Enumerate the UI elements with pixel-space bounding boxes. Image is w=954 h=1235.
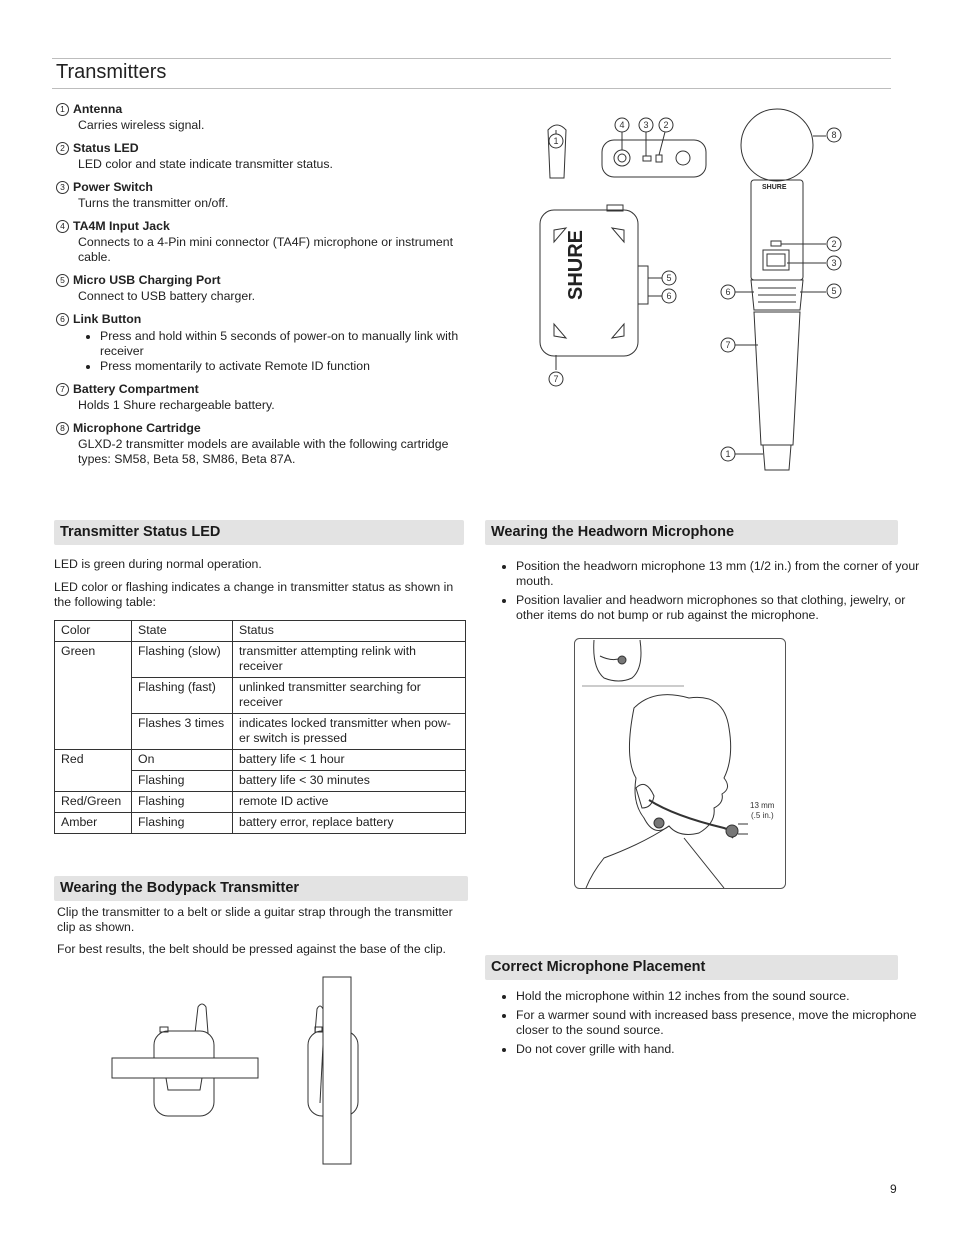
list-item: • For a warmer sound with increased bass presence, move the microphone closer to the sound source. [516, 1008, 928, 1038]
placement-bullets [486, 989, 928, 1061]
list-item: • Position lavalier and headworn microphones so that clothing, jewelry, or other items do not bump or rub against the microphone. [516, 593, 928, 623]
callout-number: 4 [56, 220, 69, 233]
illustration-frame [575, 639, 786, 889]
list-item: • Press and hold within 5 seconds of power-on to manually link with receiver [100, 329, 476, 359]
headworn-heading: Wearing the Headworn Microphone [485, 520, 898, 545]
status-table [54, 620, 466, 834]
callout-8: 8 [831, 130, 837, 140]
cell-status: battery life < 1 hour [233, 750, 466, 771]
callout-5: 5 [666, 273, 672, 283]
mic-grille [741, 109, 813, 181]
dimension-in: (.5 in.) [751, 811, 774, 820]
parts-list [56, 102, 476, 475]
list-item: • Do not cover grille with hand. [516, 1042, 928, 1057]
callout-6: 6 [725, 287, 731, 297]
part-cartridge [56, 421, 476, 467]
header-color: Color [55, 621, 132, 642]
header-state: State [132, 621, 233, 642]
part-battery [56, 382, 476, 413]
list-item: • Hold the microphone within 12 inches from the sound source. [516, 989, 928, 1004]
part-power-switch [56, 180, 476, 211]
callout-4: 4 [619, 120, 625, 130]
bodypack-belt-illustration [110, 975, 380, 1170]
part-usb-port [56, 273, 476, 304]
cell-state: Flashes 3 times [132, 714, 233, 750]
mic-element-icon [618, 656, 626, 664]
transmitter-diagram [530, 100, 860, 480]
cell-status: remote ID active [233, 792, 466, 813]
status-led-p1: LED is green during normal operation. [54, 557, 262, 571]
dimension-mm: 13 mm [750, 801, 775, 810]
part-name: Status LED [73, 141, 139, 155]
part-status-led [56, 141, 476, 172]
part-antenna [56, 102, 476, 133]
part-description: Connect to USB battery charger. [78, 289, 256, 303]
title-rule [52, 88, 891, 89]
page-title: Transmitters [56, 61, 167, 83]
callout-5: 5 [831, 286, 837, 296]
part-name: Battery Compartment [73, 382, 199, 396]
part-name: Micro USB Charging Port [73, 273, 221, 287]
status-led-p2: LED color or flashing indicates a change in transmitter status as shown in the following table: [54, 580, 454, 609]
bodypack-heading: Wearing the Bodypack Transmitter [54, 876, 468, 901]
cell-state: Flashing [132, 771, 233, 792]
callout-number: 2 [56, 142, 69, 155]
cell-state: Flashing [132, 813, 233, 834]
callout-number: 3 [56, 181, 69, 194]
part-description: LED color and state indicate transmitter status. [78, 157, 333, 171]
cell-color: Green [55, 642, 132, 750]
part-name: Microphone Cartridge [73, 421, 201, 435]
table-header-row [55, 621, 466, 642]
callout-7: 7 [553, 374, 559, 384]
part-name: Link Button [73, 312, 142, 326]
callout-6: 6 [666, 291, 672, 301]
list-item: • Position the headworn microphone 13 mm (1/2 in.) from the corner of your mouth. [516, 559, 928, 589]
part-name: Antenna [73, 102, 123, 116]
cell-state: Flashing (fast) [132, 678, 233, 714]
callout-number: 6 [56, 313, 69, 326]
part-name: Power Switch [73, 180, 153, 194]
callout-number: 1 [56, 103, 69, 116]
headworn-mic-icon [726, 825, 738, 837]
top-rule [52, 58, 891, 59]
cell-color: Amber [55, 813, 132, 834]
headworn-bullets [486, 559, 928, 627]
shure-logo-bodypack: SHURE [565, 229, 587, 300]
callout-2: 2 [831, 239, 837, 249]
cell-color: Red [55, 750, 132, 792]
table-row [55, 642, 466, 678]
part-name: TA4M Input Jack [73, 219, 170, 233]
cell-status: battery life < 30 minutes [233, 771, 466, 792]
callout-7: 7 [725, 340, 731, 350]
header-status: Status [233, 621, 466, 642]
mic-body [751, 180, 803, 280]
callout-number: 5 [56, 274, 69, 287]
antenna [195, 1004, 208, 1033]
link-button-bullets [84, 329, 476, 374]
callout-3: 3 [643, 120, 649, 130]
callout-2: 2 [663, 120, 669, 130]
part-ta4m-jack [56, 219, 476, 265]
table-row [55, 792, 466, 813]
guitar-strap [323, 977, 351, 1164]
callout-1: 1 [725, 449, 731, 459]
callout-number: 8 [56, 422, 69, 435]
cell-state: Flashing [132, 792, 233, 813]
belt [112, 1058, 258, 1078]
callout-3: 3 [831, 258, 837, 268]
bodypack-p2: For best results, the belt should be pressed against the base of the clip. [57, 942, 446, 956]
part-description: GLXD-2 transmitter models are available with the following cartridge types: SM58, Beta 58, SM86, Beta 87A. [78, 437, 449, 466]
bodypack-p1: Clip the transmitter to a belt or slide a guitar strap through the transmitter clip as shown. [57, 905, 453, 934]
cell-status: unlinked transmitter searching for receiver [233, 678, 466, 714]
table-row [55, 813, 466, 834]
placement-heading: Correct Microphone Placement [485, 955, 898, 980]
part-link-button [56, 312, 476, 374]
cell-state: Flashing (slow) [132, 642, 233, 678]
cell-status: battery error, replace battery [233, 813, 466, 834]
part-description: Turns the transmitter on/off. [78, 196, 229, 210]
page-number: 9 [890, 1182, 897, 1196]
part-description: Holds 1 Shure rechargeable battery. [78, 398, 275, 412]
antenna [548, 125, 566, 178]
callout-number: 7 [56, 383, 69, 396]
shure-logo-mic: SHURE [762, 184, 787, 191]
mic-handle [754, 312, 800, 445]
callout-1: 1 [553, 136, 559, 146]
part-description: Carries wireless signal. [78, 118, 205, 132]
cell-state: On [132, 750, 233, 771]
status-led-heading: Transmitter Status LED [54, 520, 464, 545]
part-description: Connects to a 4-Pin mini connector (TA4F) microphone or instrument cable. [78, 235, 453, 264]
bodypack-body [540, 210, 638, 356]
table-row [55, 750, 466, 771]
cell-status: indicates locked transmitter when pow-er switch is pressed [233, 714, 466, 750]
cell-color: Red/Green [55, 792, 132, 813]
headworn-illustration [574, 638, 786, 890]
cell-status: transmitter attempting relink with receiver [233, 642, 466, 678]
list-item: • Press momentarily to activate Remote ID function [100, 359, 476, 374]
